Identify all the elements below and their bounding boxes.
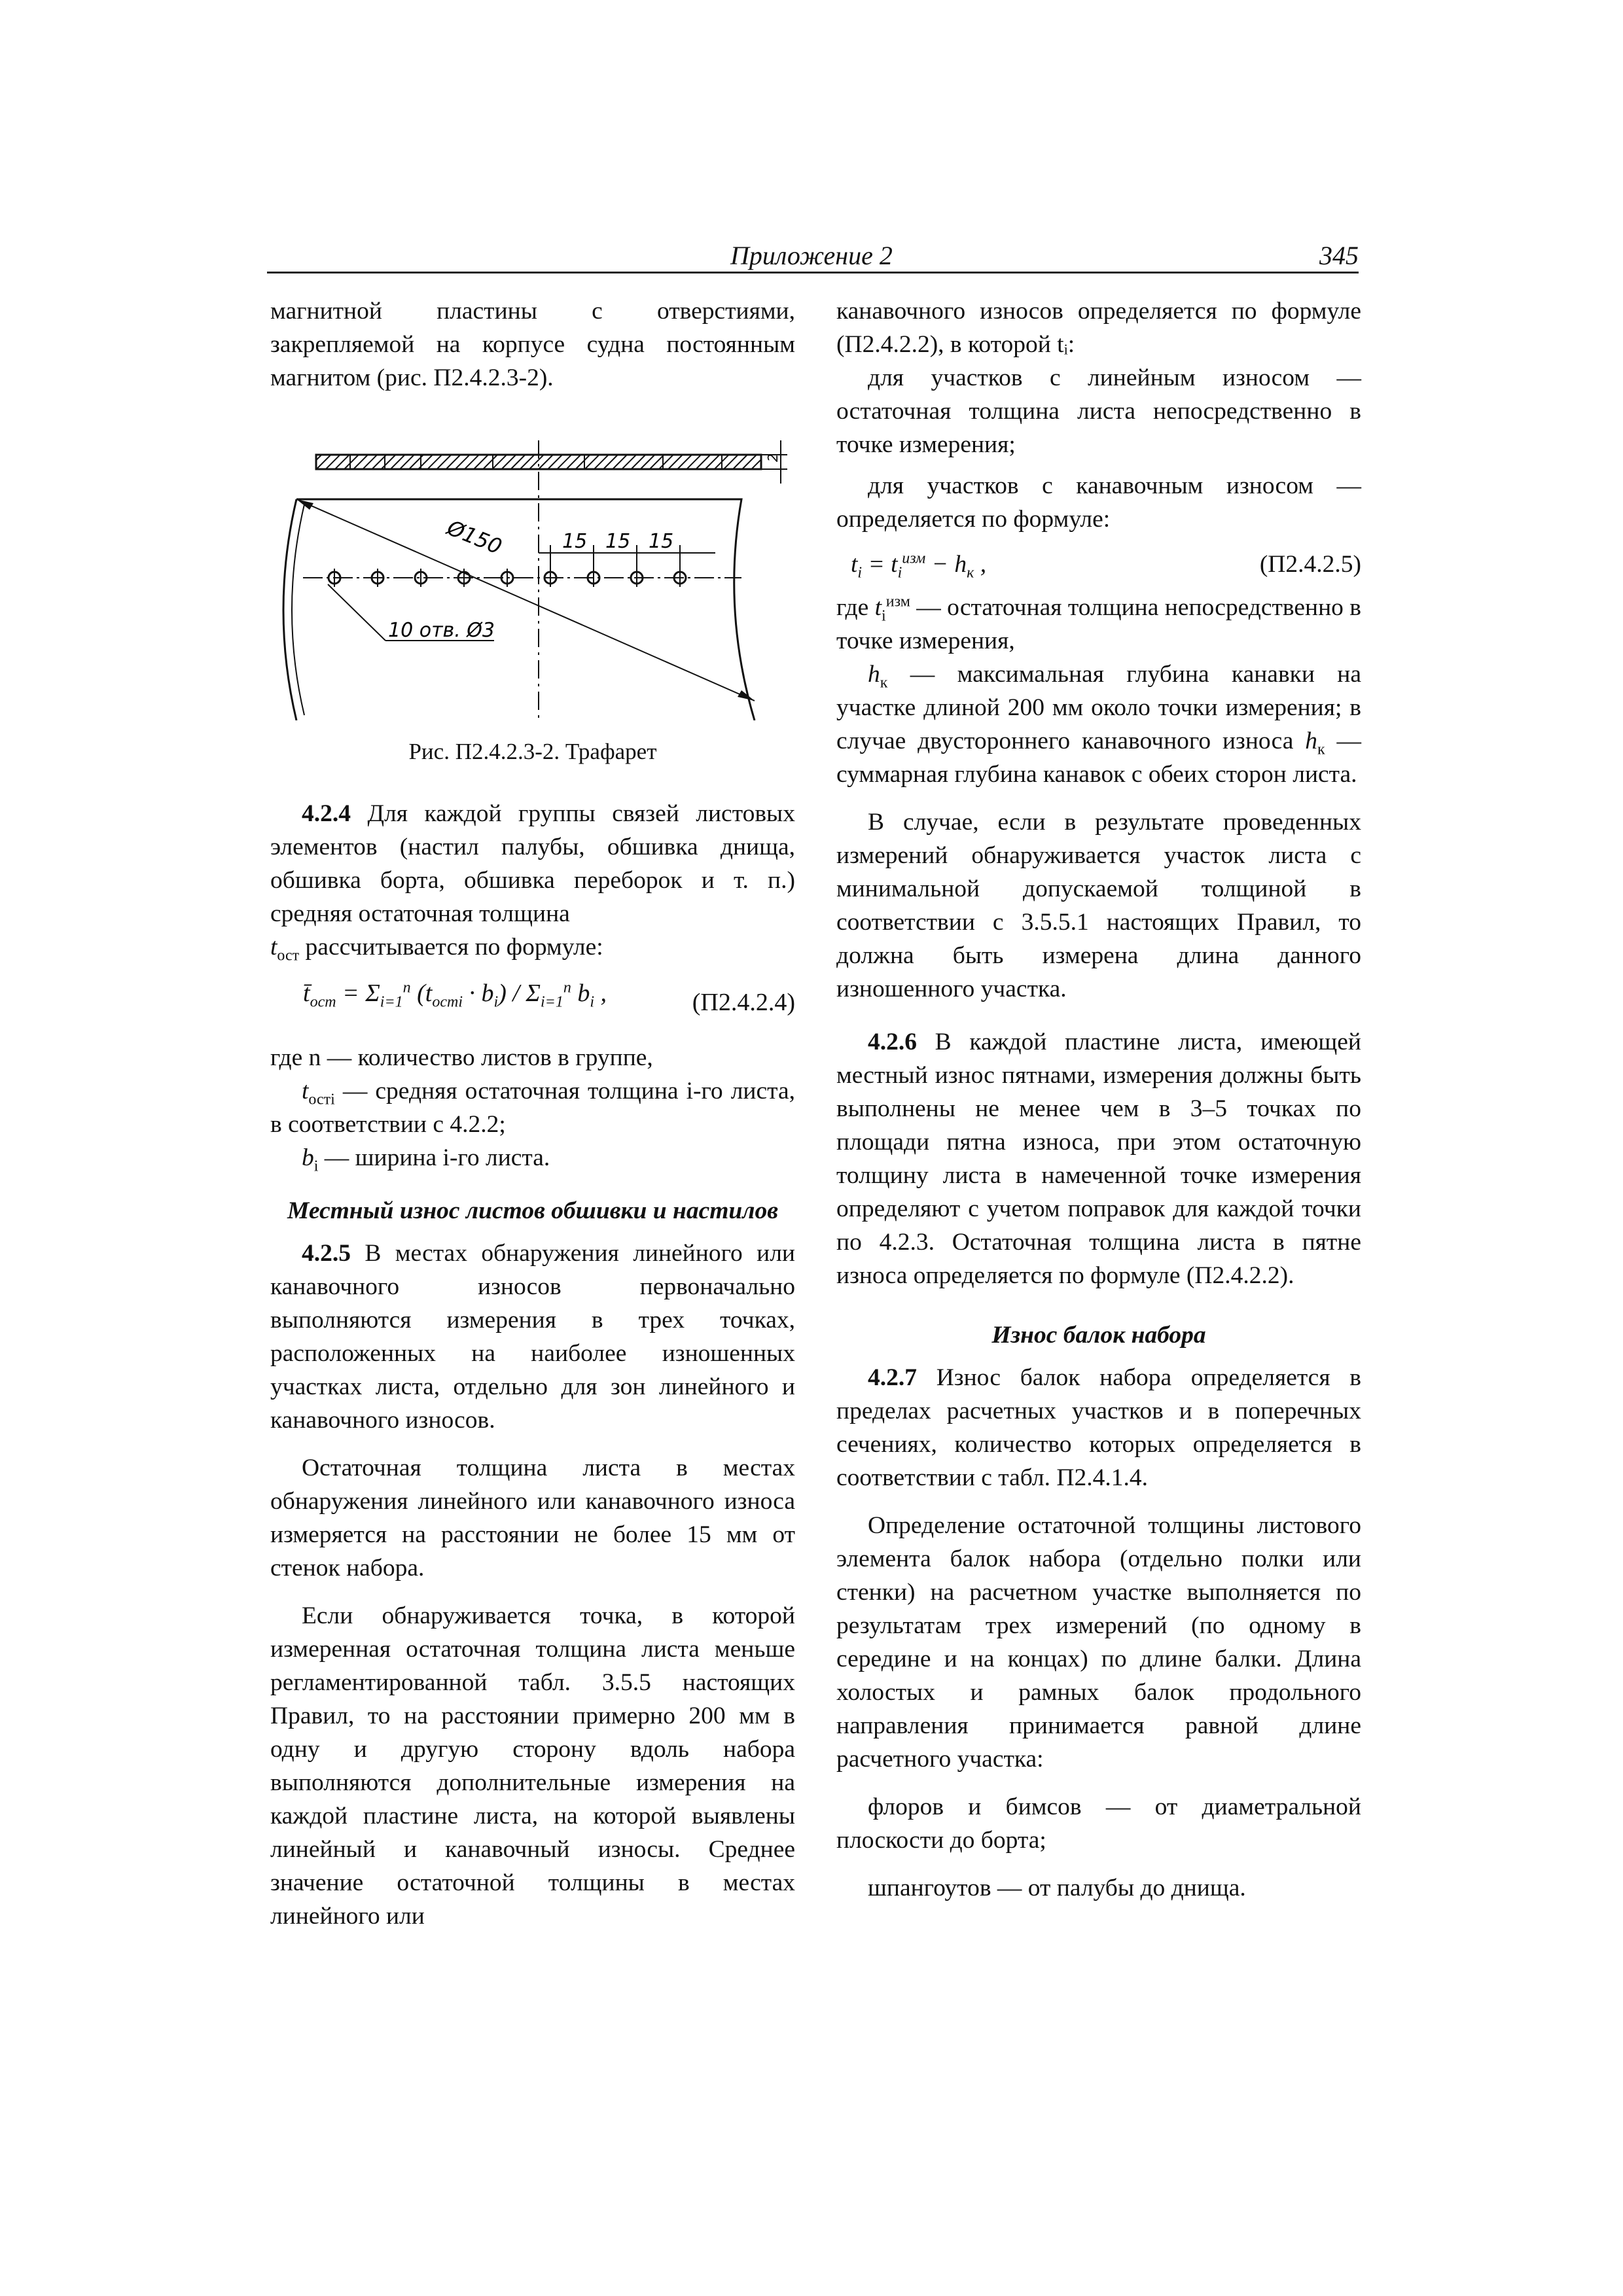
page-header	[267, 239, 1359, 274]
where-hk-text: — максимальная глубина канавки на участке длиной 200 мм около точки измерения; в случае двустороннего канавочного износа	[836, 661, 1361, 754]
thickness-label: 2	[765, 453, 781, 462]
where-tizm: где $t_i^{изм}$ — остаточная толщина непосредственно в точке измерения,	[836, 593, 1361, 654]
stencil-figure	[270, 440, 795, 720]
formula-number: (П2.4.2.5)	[1259, 551, 1361, 578]
where-tost: $t_{остi}$ — средняя остаточная толщина i-го листа, в соответствии с 4.2.2;	[270, 1078, 796, 1138]
paragraph-4-2-7	[836, 1361, 1361, 1494]
page-number: 345	[1319, 241, 1359, 270]
where-n: где n — количество листов в группе,	[270, 1044, 653, 1071]
paragraph: флоров и бимсов — от диаметральной плоскости до борта;	[836, 1793, 1361, 1854]
formula-number: (П2.4.2.4)	[692, 989, 795, 1016]
paragraph: канавочного износов определяется по формуле (П2.4.2.2), в которой tᵢ:	[836, 298, 1361, 358]
figure-caption: Рис. П2.4.2.3-2. Трафарет	[408, 739, 657, 764]
paragraph: для участков с линейным износом — остаточная толщина листа непосредственно в точке измерения;	[836, 364, 1361, 458]
formula-p2-4-2-4	[270, 973, 795, 1041]
paragraph-4-2-5	[270, 1237, 795, 1437]
dim-15-b: 15	[605, 530, 631, 553]
where-bi-text: — ширина i-го листа.	[324, 1144, 550, 1171]
paragraph: Остаточная толщина листа в местах обнаружения линейного или канавочного износа измеряется на расстоянии не более 15 мм от стенок набора.	[270, 1455, 795, 1581]
where-hk-text-2: — суммарная глубина канавок с обеих сторон листа.	[836, 728, 1361, 788]
formula-expression: $t̄_{ост} = \Sigma_{i=1}^n$ $(t_{остi} \cdot b_i) / \Sigma_{i=1}^n$ $b_i$ ,	[303, 979, 607, 1011]
holes-label: 10 отв. Ø3	[388, 619, 495, 642]
formula-p2-4-2-5	[836, 548, 1361, 587]
where-tost-text: — средняя остаточная толщина i-го листа, в соответствии с 4.2.2;	[270, 1078, 796, 1138]
where-tizm-text: — остаточная толщина непосредственно в точке измерения,	[836, 594, 1361, 654]
clause-text: Износ балок набора определяется в пределах расчетных участков и в поперечных сечениях, количество которых определяется в соответствии с табл. П2.4.1.4.	[836, 1364, 1361, 1491]
section-heading: Местный износ листов обшивки и настилов	[287, 1197, 778, 1224]
clause-text: В каждой пластине листа, имеющей местный износ пятнами, измерения должны быть выполнены не менее чем в 3–5 точках по площади пятна износа, при этом остаточную толщину листа в намеченной точке измерения определяют с учетом поправок для каждой точки по 4.2.3. Остаточная толщина листа в пятне износа определяется по формуле (П2.4.2.2).	[836, 1029, 1361, 1289]
paragraph: шпангоутов — от палубы до днища.	[868, 1875, 1246, 1901]
running-title: Приложение 2	[730, 241, 893, 270]
paragraph: Если обнаруживается точка, в которой измеренная остаточная толщина листа меньше регламентированной табл. 3.5.5 настоящих Правил, то на расстоянии примерно 200 мм в одну и другую сторону вдоль набора выполняются дополнительные измерения на каждой пластине листа, на которой выявлены линейный и канавочный износы. Среднее значение остаточной толщины в местах линейного или	[270, 1602, 795, 1930]
paragraph: магнитной пластины с отверстиями, закрепляемой на корпусе судна постоянным магнитом (рис. П2.4.2.3-2).	[270, 298, 795, 391]
left-column	[270, 294, 795, 1933]
paragraph-4-2-4	[270, 797, 795, 930]
section-heading: Износ балок набора	[991, 1322, 1206, 1349]
paragraph-4-2-6	[836, 1025, 1361, 1292]
stencil-drawing	[270, 440, 795, 720]
right-column	[836, 294, 1361, 1905]
where-hk: $h_к$ — максимальная глубина канавки на участке длиной 200 мм около точки измерения; в случае двустороннего канавочного износа $h_к$ — суммарная глубина канавок с обеих сторон листа.	[836, 661, 1361, 788]
clause-number: 4.2.4	[302, 800, 351, 827]
formula-expression: $t_i = t_i^{изм} - h_к$ ,	[851, 550, 987, 582]
dim-15-a: 15	[562, 530, 588, 553]
clause-number: 4.2.6	[868, 1029, 917, 1055]
diameter-label: Ø150	[444, 515, 506, 559]
paragraph: В случае, если в результате проведенных измерений обнаруживается участок листа с минимальной допускаемой толщиной в соответствии с 3.5.5.1 настоящих Правил, то должна быть измерена длина данного изношенного участка.	[836, 809, 1361, 1002]
paragraph: для участков с канавочным износом — определяется по формуле:	[836, 472, 1361, 533]
clause-text: Для каждой группы связей листовых элементов (настил палубы, обшивка днища, обшивка борта, обшивка переборок и т. п.) средняя остаточная толщина	[270, 800, 795, 927]
where-bi: $b_i$ — ширина i-го листа.	[302, 1144, 550, 1175]
paragraph-4-2-4-tail: $t_{ост}$ рассчитывается по формуле:	[270, 934, 603, 964]
clause-number: 4.2.5	[302, 1240, 351, 1267]
clause-number: 4.2.7	[868, 1364, 917, 1391]
paragraph: Определение остаточной толщины листового элемента балок набора (отдельно полки или стенки) на расчетном участке выполняется по результатам трех измерений (по одному в середине и на концах) по длине балки. Длина холостых и рамных балок продольного направления принимается равной длине расчетного участка:	[836, 1512, 1361, 1773]
dim-15-c: 15	[649, 530, 674, 553]
clause-text: В местах обнаружения линейного или канавочного износов первоначально выполняются измерения в трех точках, расположенных на наиболее изношенных участках листа, отдельно для зон линейного и канавочного износов.	[270, 1240, 795, 1434]
clause-text-tail: рассчитывается по формуле:	[299, 934, 603, 961]
